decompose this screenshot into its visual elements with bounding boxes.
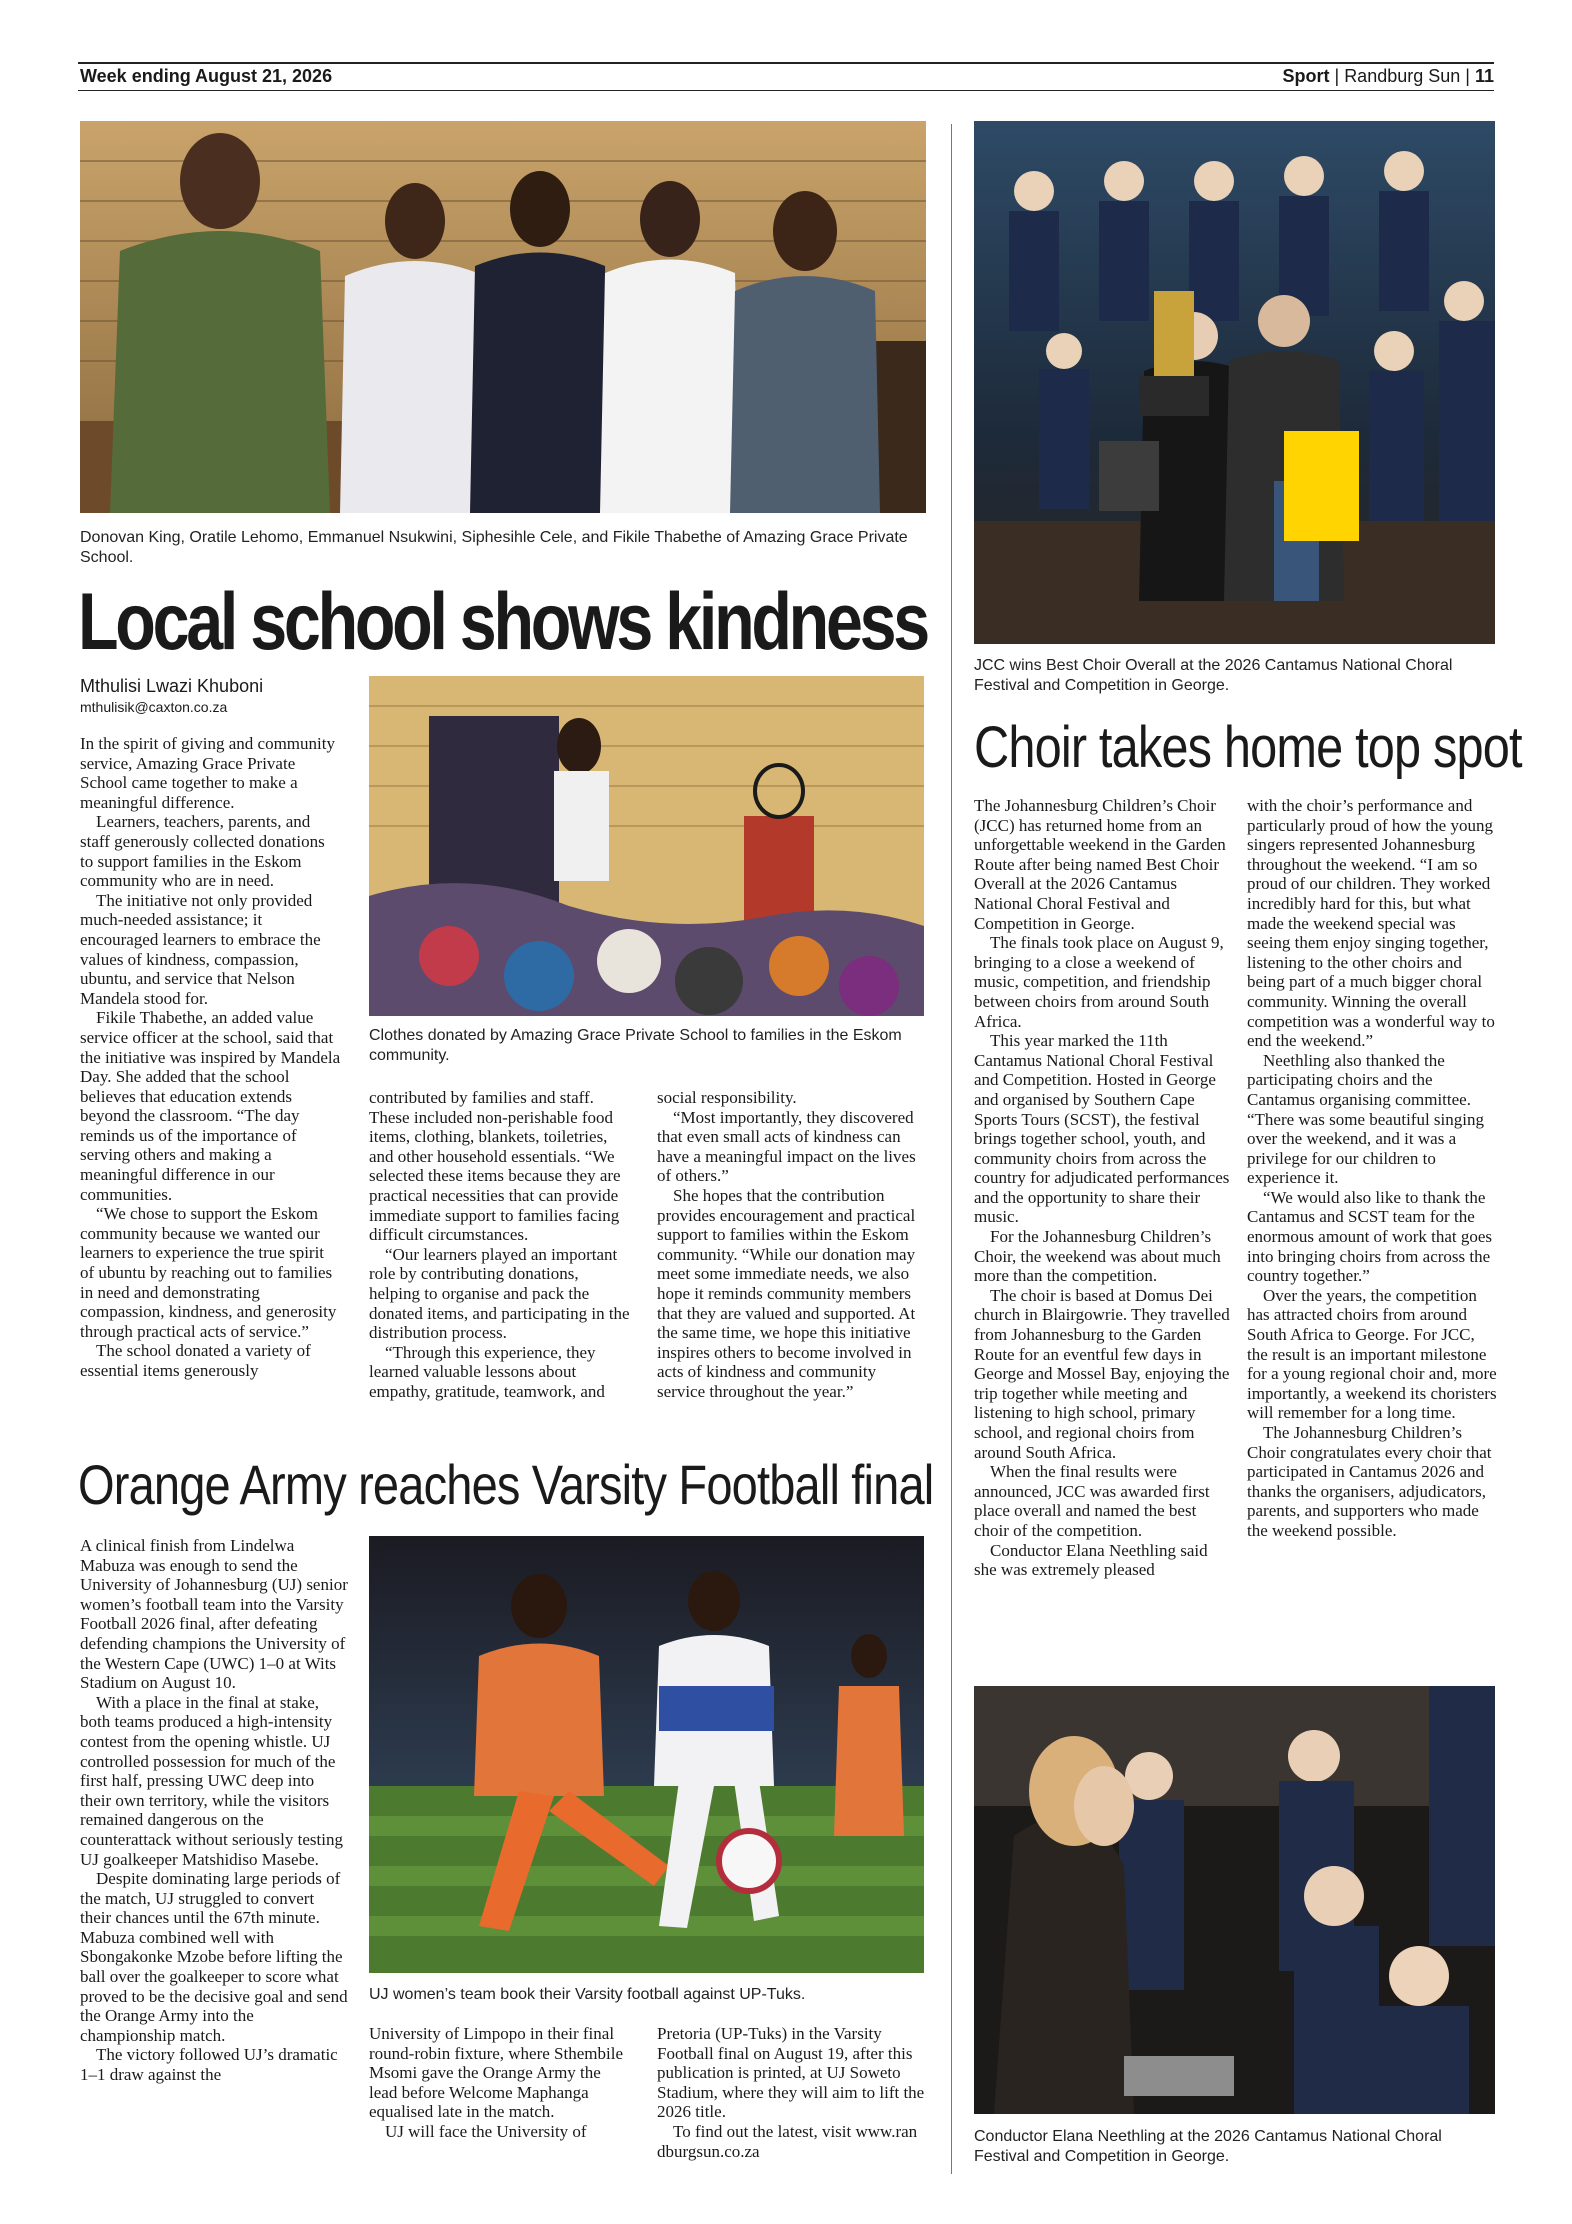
school-group-photo-caption: Donovan King, Oratile Lehomo, Emmanuel Nsukwini, Siphesihle Cele, and Fikile Thabethe of Amazing Grace Private School. (80, 529, 908, 566)
paragraph: She hopes that the contribution provides encouragement and practical support to families within the Eskom community. “While our donation may meet some immediate needs, we also hope it reminds community members that they are valued and supported. At the same time, we hope this initiative inspires others to become involved in acts of kindness and community service throughout the year.” (657, 1185, 916, 1401)
paragraph: Conductor Elana Neethling said she was extremely pleased (974, 1540, 1208, 1580)
paragraph: The choir is based at Domus Dei church in Blairgowrie. They travelled from Johannesburg to the Garden Route for an eventful few days in George and Mossel Bay, enjoying the trip together while meeting and listening to high school, primary school, and regional choirs from around South Africa. (974, 1285, 1230, 1462)
paragraph: The Johannesburg Children’s Choir (JCC) has returned home from an unforgettable weekend in the Garden Route after being named Best Choir Overall at the 2026 Cantamus National Choral Festival and Competition in George. (974, 796, 1226, 933)
paragraph: The school donated a variety of essential items generously (80, 1341, 311, 1380)
publication-name: Randburg Sun (1344, 66, 1461, 86)
paragraph: To find out the latest, visit www.randburgsun.co.za (657, 2121, 918, 2161)
choir-award-photo-caption: JCC wins Best Choir Overall at the 2026 Cantamus National Choral Festival and Competition in George. (974, 657, 1453, 694)
story2-headline: Orange Army reaches Varsity Football final (78, 1453, 934, 1516)
author-name: Mthulisi Lwazi Khuboni (80, 676, 264, 696)
football-match-photo (369, 1536, 924, 1973)
story2-column-3 (657, 2024, 925, 2161)
story2-column-2 (369, 2024, 631, 2142)
paragraph: This year marked the 11th Cantamus National Choral Festival and Competition. Hosted in George and organised by Southern Cape Sports Tours (SCST), the festival brings together school, youth, and community choirs from across the country for adjudicated performances and the opportunity to share their music. (974, 1031, 1230, 1227)
story1-byline (80, 676, 263, 715)
section-name: Sport (1282, 66, 1330, 86)
page-folio: Sport | Randburg Sun | 11 (1282, 66, 1494, 86)
paragraph: Despite dominating large periods of the match, UJ struggled to convert their chances until the 67th minute. Mabuza combined well with Sbongakonke Mzobe before lifting the ball over the goalkeeper to score what proved to be the decisive goal and send the Orange Army into the championship match. (80, 1869, 348, 2045)
header-bottom-rule (78, 90, 1494, 91)
author-email: mthulisik@caxton.co.za (80, 699, 228, 715)
choir-award-photo (974, 121, 1495, 644)
paragraph: “Most importantly, they discovered that even small acts of kindness can have a meaningful impact on the lives of others.” (657, 1107, 916, 1186)
story3-headline: Choir takes home top spot (974, 715, 1522, 780)
story3-column-2 (1247, 796, 1497, 1541)
school-group-photo (80, 121, 926, 513)
conductor-photo (974, 1686, 1495, 2114)
paragraph: For the Johannesburg Children’s Choir, the weekend was about much more than the competition. (974, 1227, 1221, 1286)
paragraph: Learners, teachers, parents, and staff generously collected donations to support families in the Eskom community who are in need. (80, 812, 325, 891)
paragraph: The initiative not only provided much-needed assistance; it encouraged learners to embrace the values of kindness, compassion, ubuntu, and service that Nelson Mandela stood for. (80, 890, 321, 1008)
football-match-photo-caption: UJ women’s team book their Varsity football against UP-Tuks. (369, 1986, 806, 2003)
story1-column-1 (80, 734, 342, 1381)
page-number: 11 (1474, 66, 1494, 86)
paragraph: Fikile Thabethe, an added value service officer at the school, said that the initiative was inspired by Mandela Day. She added that the school believes that education extends beyond the classroom. “The day reminds us of the importance of serving others and making a meaningful difference in our communities. (80, 1008, 341, 1204)
paragraph: A clinical finish from Lindelwa Mabuza was enough to send the University of Johannesburg (UJ) senior women’s football team into the Varsity Football 2026 final, after defeating defending champions the University of the Western Cape (UWC) 1–0 at Wits Stadium on August 10. (80, 1536, 348, 1693)
issue-date: Week ending August 21, 2026 (80, 66, 333, 86)
paragraph: UJ will face the University of (385, 2121, 587, 2141)
story1-headline: Local school shows kindness (78, 577, 927, 667)
header-top-rule (78, 62, 1494, 64)
donated-clothes-photo-caption: Clothes donated by Amazing Grace Private School to families in the Eskom community. (369, 1027, 902, 1064)
paragraph: With a place in the final at stake, both teams produced a high-intensity contest from the opening whistle. UJ controlled possession for much of the first half, pressing UWC deep into their own territory, while the visitors remained dangerous on the counterattack without seriously testing UJ goalkeeper Matshidiso Masebe. (80, 1692, 343, 1869)
conductor-photo-caption: Conductor Elana Neethling at the 2026 Cantamus National Choral Festival and Competition in George. (974, 2128, 1442, 2165)
paragraph: “Through this experience, they learned valuable lessons about empathy, gratitude, teamwork, and (369, 1342, 605, 1401)
paragraph: Neethling also thanked the participating choirs and the Cantamus organising committee. “There was some beautiful singing over the weekend, and it was a privilege for our children to experience it. (1247, 1050, 1484, 1188)
story3-column-1 (974, 796, 1230, 1580)
paragraph: When the final results were announced, JCC was awarded first place overall and named the best choir of the competition. (974, 1462, 1210, 1540)
paragraph: The finals took place on August 9, bringing to a close a weekend of music, competition, and friendship between choirs from around South Africa. (974, 933, 1224, 1031)
paragraph: The victory followed UJ’s dramatic 1–1 draw against the (80, 2045, 338, 2085)
paragraph: “We would also like to thank the Cantamus and SCST team for the enormous amount of work that goes into bringing choirs from across the country together.” (1247, 1187, 1493, 1286)
paragraph: University of Limpopo in their final round-robin fixture, where Sthembile Msomi gave the Orange Army the lead before Welcome Maphanga equalised late in the match. (369, 2024, 623, 2122)
paragraph: social responsibility. (657, 1088, 797, 1107)
column-divider (951, 124, 952, 2174)
story2-column-1 (80, 1536, 348, 2085)
paragraph: “Our learners played an important role by contributing donations, helping to organise and pack the donated items, and participating in the distribution process. (369, 1244, 630, 1343)
paragraph: Over the years, the competition has attracted choirs from around South Africa to George. For JCC, the result is an important milestone for a young regional choir and, more importantly, a weekend its choristers will remember for a long time. (1247, 1285, 1497, 1423)
donated-clothes-photo (369, 676, 924, 1016)
story1-column-2 (369, 1088, 631, 1402)
paragraph: “We chose to support the Eskom community because we wanted our learners to experience the true spirit of ubuntu by reaching out to families in need and demonstrating compassion, kindness, and generosity through practical acts of service.” (80, 1204, 337, 1341)
paragraph: with the choir’s performance and particularly proud of how the young singers represented Johannesburg throughout the weekend. “I am so proud of our children. They worked incredibly hard for this, but what made the weekend special was seeing them enjoy singing together, listening to the other choirs and being part of a much bigger choral community. Winning the overall competition was a wonderful way to end the weekend.” (1247, 796, 1495, 1051)
paragraph: In the spirit of giving and community service, Amazing Grace Private School came together to make a meaningful difference. (80, 734, 335, 812)
paragraph: Pretoria (UP-Tuks) in the Varsity Football final on August 19, after this publication is printed, at UJ Soweto Stadium, where they will aim to lift the 2026 title. (657, 2024, 925, 2122)
paragraph: The Johannesburg Children’s Choir congratulates every choir that participated in Cantamus 2026 and thanks the organisers, adjudicators, parents, and supporters who made the weekend possible. (1247, 1423, 1492, 1540)
story1-column-3 (657, 1088, 925, 1402)
paragraph: contributed by families and staff. These included non-perishable food items, clothing, blankets, toiletries, and other household essentials. “We selected these items because they are practical necessities that can provide immediate support to families facing difficult circumstances. (369, 1088, 621, 1245)
